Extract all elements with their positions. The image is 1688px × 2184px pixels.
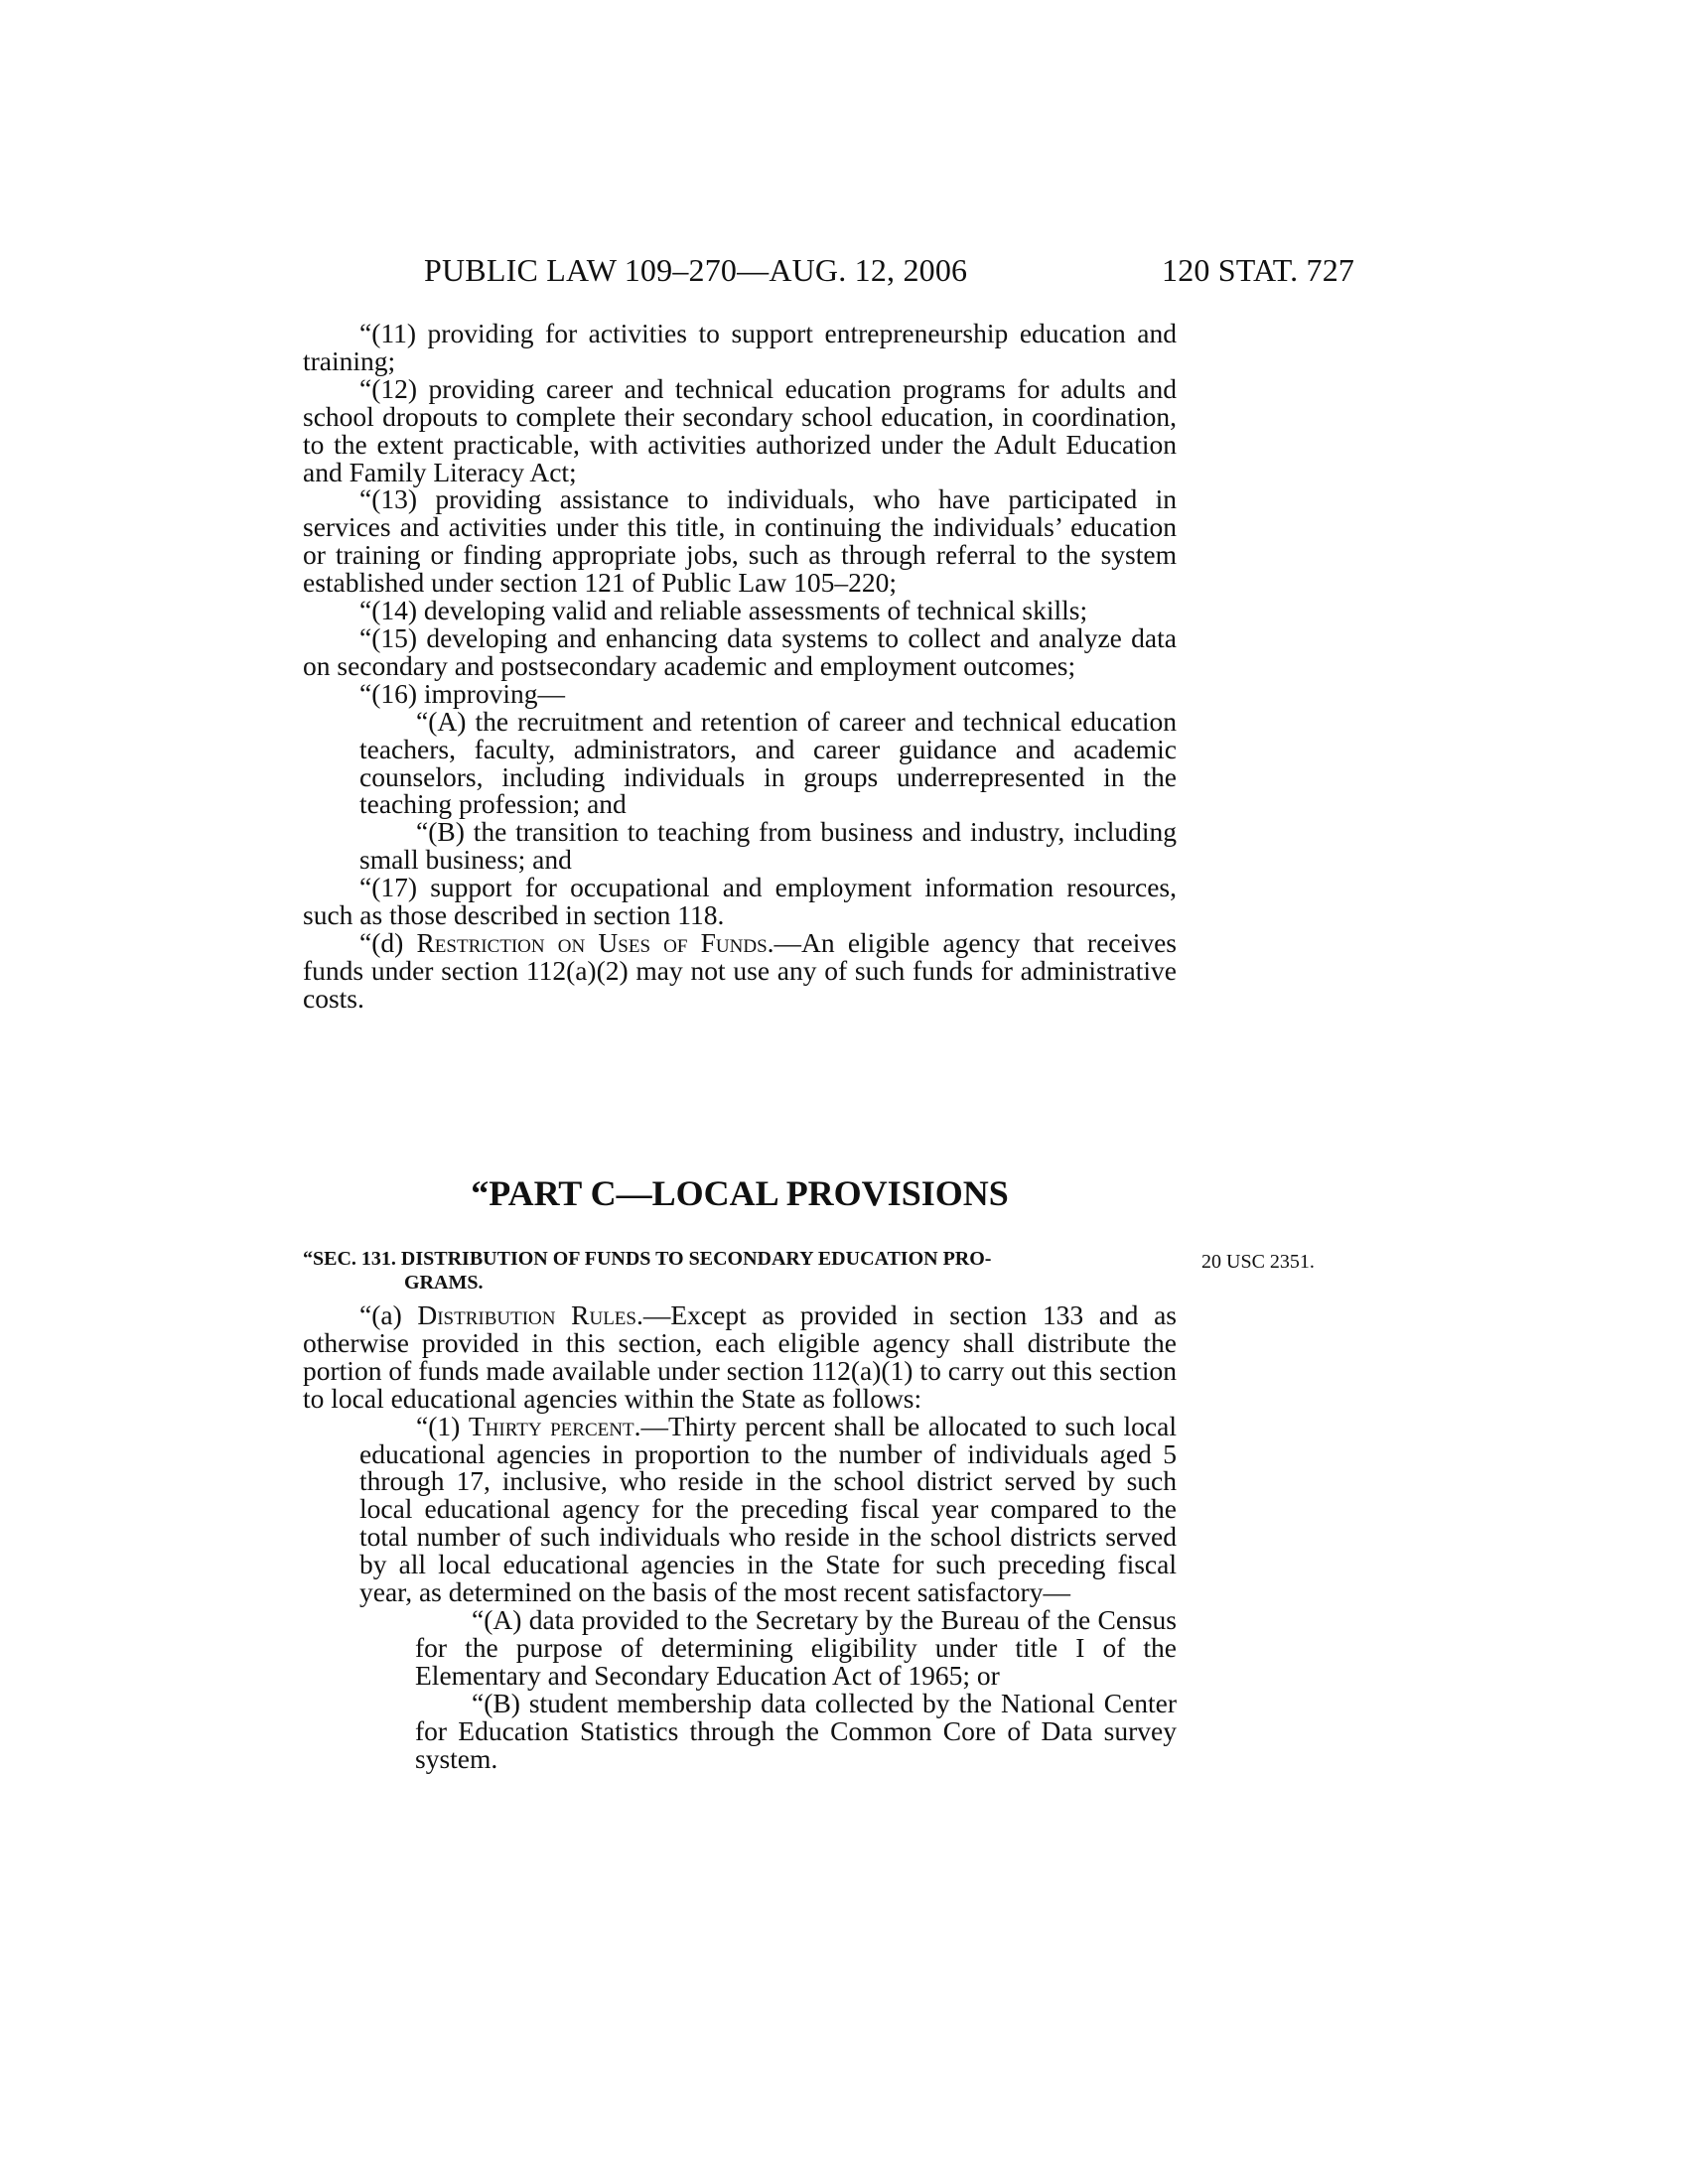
subsection-a-text: .—Except as provided in section 133 and as otherwise provided in this section, each eligible agency shall distribute the portion of funds made available under section 112(a)(1) to carry out this section to local educational agencies within the State as follows: (303, 1299, 1177, 1414)
paragraph-15: “(15) developing and enhancing data systems to collect and analyze data on secondary and postsecondary academic and employment outcomes; (303, 621, 1177, 681)
paragraph-1 (359, 1410, 1177, 1608)
section-heading (303, 1247, 1177, 1295)
subparagraph-16-a: “(A) the recruitment and retention of career and technical education teachers, faculty, administrators, and career guidance and academic counselors, including individuals in groups underrepresented in the teaching profession; and (359, 705, 1177, 820)
section-131-text (303, 1301, 1177, 1772)
usc-margin-note: 20 USC 2351. (1201, 1251, 1315, 1273)
statute-page-number: 120 STAT. 727 (1162, 252, 1355, 288)
paragraph-12: “(12) providing career and technical education programs for adults and school dropouts to complete their secondary school education, in coordination, to the extent practicable, with activities authorized under the Adult Education and Family Literacy Act; (303, 372, 1177, 487)
subsection-a-prefix: “(a) (359, 1299, 418, 1330)
paragraph-17: “(17) support for occupational and employment information resources, such as those described in section 118. (303, 872, 1177, 931)
subsection-a (303, 1301, 1177, 1413)
subparagraph-16-b: “(B) the transition to teaching from business and industry, including small business; and (359, 816, 1177, 876)
subparagraph-1-b: “(B) student membership data collected by the National Center for Education Statistics through the Common Core of Data survey system. (415, 1687, 1177, 1774)
part-heading: “PART C—LOCAL PROVISIONS (471, 1173, 1009, 1213)
subsection-d-heading: Restriction on Uses of Funds (416, 926, 768, 958)
subsection-d (303, 926, 1177, 1014)
paragraph-14: “(14) developing valid and reliable assessments of technical skills; (359, 595, 1088, 626)
subsection-a-heading: Distribution Rules (417, 1299, 636, 1330)
paragraph-1-prefix: “(1) (416, 1410, 469, 1441)
paragraph-11: “(11) providing for activities to support entrepreneurship education and training; (303, 318, 1177, 376)
continued-provisions (303, 320, 1177, 1013)
subsection-d-text: .—An eligible agency that receives funds under section 112(a)(2) may not use any of such funds for administrative costs. (303, 926, 1177, 1014)
paragraph-16: “(16) improving— (359, 677, 565, 709)
section-heading-line-2: GRAMS. (404, 1272, 484, 1294)
paragraph-1-heading: Thirty percent (468, 1410, 634, 1441)
section-heading-line-1: “SEC. 131. DISTRIBUTION OF FUNDS TO SECONDARY EDUCATION PRO- (303, 1248, 992, 1270)
paragraph-13: “(13) providing assistance to individuals, who have participated in services and activities under this title, in continuing the individuals’ education or training or finding appropriate jobs, such as through referral to the system established under section 121 of Public Law 105–220; (303, 483, 1177, 599)
subsection-d-prefix: “(d) (359, 926, 417, 958)
paragraph-1-text: .—Thirty percent shall be allocated to such local educational agencies in proportion to the number of individuals aged 5 through 17, inclusive, who reside in the school district served by such local educational agency for the preceding fiscal year compared to the total number of such individuals who reside in the school districts served by all local educational agencies in the State for such preceding fiscal year, as determined on the basis of the most recent satisfactory— (359, 1410, 1177, 1608)
subparagraph-1-a: “(A) data provided to the Secretary by the Bureau of the Census for the purpose of determining eligibility under title I of the Elementary and Secondary Education Act of 1965; or (415, 1603, 1177, 1691)
running-header-title: PUBLIC LAW 109–270—AUG. 12, 2006 (424, 252, 968, 288)
